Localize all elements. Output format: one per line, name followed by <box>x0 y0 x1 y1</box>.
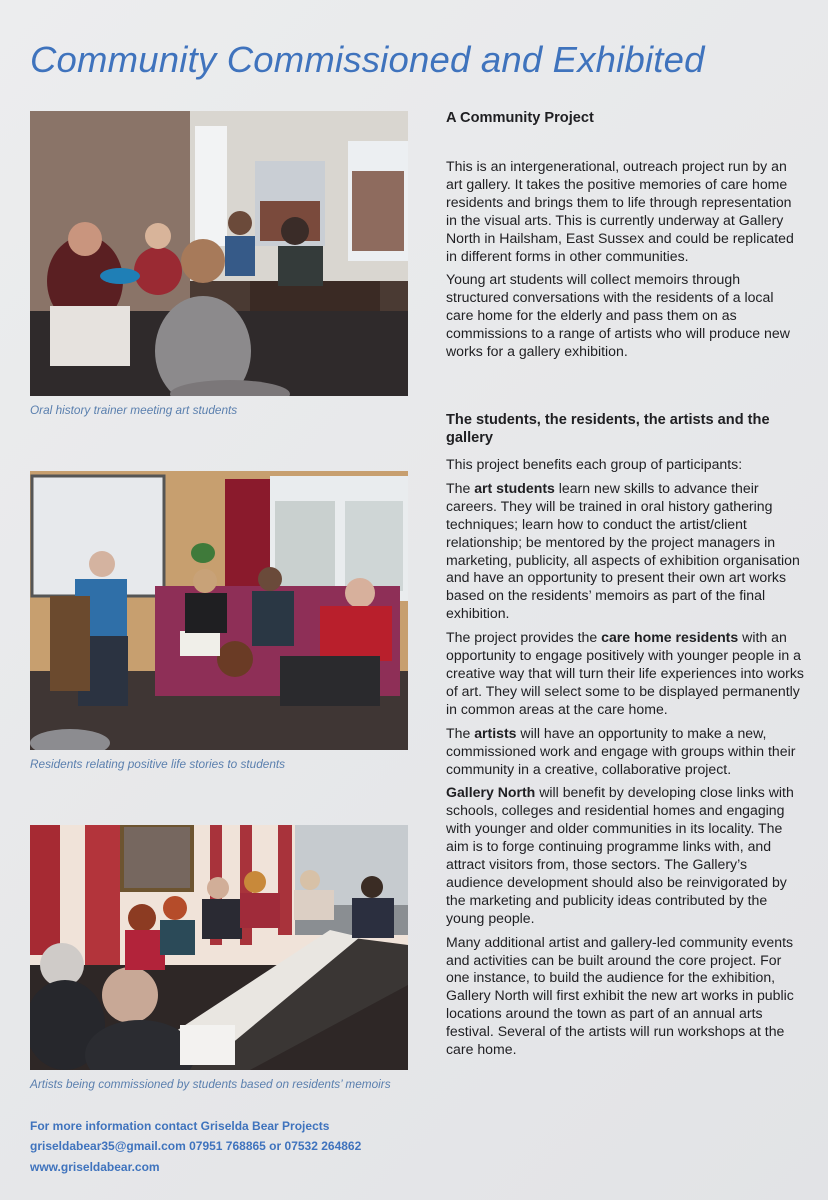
photo-residents-stories <box>30 471 408 750</box>
text: The <box>446 479 475 496</box>
paragraph-art-students <box>446 480 804 623</box>
text: learn new skills to advance their careers. They will be trained in oral history gathering techniques; learn how to conduct the artist/client relationship; be mentored by the project managers in marketing, publicity, all aspects of exhibition organisation and have an opportunity to present their own art works based on the residents’ memoirs as part of the final exhibition. <box>446 479 800 622</box>
text: The project provides the <box>446 629 602 646</box>
heading-community-project: A Community Project <box>446 110 594 126</box>
article-section-2 <box>446 456 804 1059</box>
text: The <box>446 724 475 741</box>
text: will benefit by developing close links with schools, colleges and residential homes and engaging with younger and older communities in its locality. The aim is to forge continuing programme links with, and attract visitors from, those sectors. The Gallery’s audience development should also be reinvigorated by the marketing and publicity ideas contributed by the young people. <box>446 784 794 926</box>
article-section-1 <box>446 158 804 361</box>
paragraph-additional-events: Many additional artist and gallery-led community events and activities can be built around the core project. For one instance, to build the audience for the exhibition, Gallery North will first exhibit the new art works in public locations around the town as part of an annual arts festival. Several of the artists will run workshops at the care home. <box>446 933 794 1058</box>
text: will have an opportunity to make a new, commissioned work and engage with groups within their community in a creative, collaborative project. <box>446 724 796 777</box>
bold-gallery-north: Gallery North <box>446 784 536 801</box>
photo-caption-2: Residents relating positive life stories to students <box>30 757 286 771</box>
photo-caption-1: Oral history trainer meeting art students <box>30 403 238 417</box>
paragraph-residents <box>446 629 804 719</box>
photo-caption-3: Artists being commissioned by students based on residents’ memoirs <box>30 1077 391 1091</box>
photo-artists-commissioned <box>30 825 408 1070</box>
bold-artists: artists <box>474 724 517 741</box>
bold-care-home-residents: care home residents <box>601 629 739 646</box>
paragraph-intro: This is an intergenerational, outreach project run by an art gallery. It takes the positive memories of care home residents and brings them to life through representation in the visual arts. This is currently underway at Gallery North in Hailsham, East Sussex and could be replicated in different forms in other communities. <box>446 158 794 264</box>
paragraph-gallery-north <box>446 784 804 927</box>
page-title: Community Commissioned and Exhibited <box>30 39 705 80</box>
contact-website: www.griseldabear.com <box>30 1160 160 1174</box>
contact-intro: For more information contact Griselda Bear Projects <box>30 1119 330 1133</box>
paragraph-memoirs: Young art students will collect memoirs through structured conversations with the residents of a local care home for the elderly and pass them on as commissions to a range of artists who will produce new works for a gallery exhibition. <box>446 271 790 360</box>
text: with an opportunity to engage positively with younger people in a creative way that will turn their life experiences into works of art. They will select some to be displayed permanently in common areas at the care home. <box>446 629 804 717</box>
heading-participants: The students, the residents, the artists and the gallery <box>446 412 770 446</box>
contact-email-phone: griseldabear35@gmail.com 07951 768865 or 07532 264862 <box>30 1139 362 1153</box>
paragraph-artists <box>446 725 804 779</box>
bold-art-students: art students <box>474 479 555 496</box>
paragraph-benefits: This project benefits each group of participants: <box>446 456 743 472</box>
photo-oral-history-meeting <box>30 111 408 396</box>
